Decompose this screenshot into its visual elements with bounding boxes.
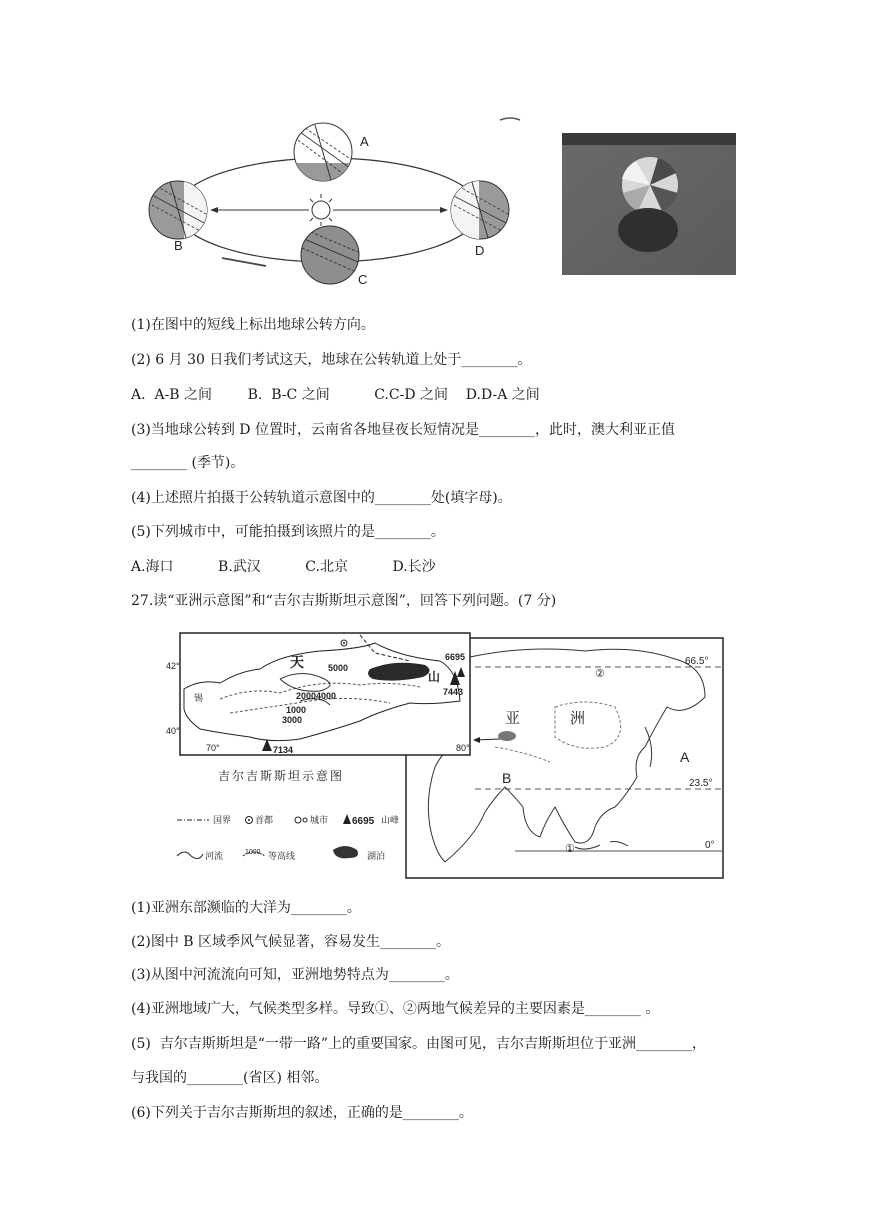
answer-short-line-bottom <box>222 258 266 266</box>
answer-short-line-top <box>500 118 520 120</box>
orbit-diagram <box>140 110 530 295</box>
sun-icon <box>305 194 337 226</box>
peak-7443-label: 7443 <box>443 687 464 697</box>
contour-2000: 2000 <box>296 691 317 701</box>
contour-5000: 5000 <box>328 663 349 673</box>
label-d: D <box>475 243 485 258</box>
label-c: C <box>358 272 368 287</box>
q2-line-2: (2)图中 B 区域季风气候显著，容易发生________。 <box>131 934 451 950</box>
kyrgyz-caption: 吉尔吉斯斯坦示意图 <box>218 769 345 783</box>
map-legend <box>175 808 403 868</box>
q-line-3: A. A-B 之间 B. B-C 之间 C.C-D 之间 D.D-A 之间 <box>131 387 540 403</box>
legend-border: 国界 <box>213 815 232 825</box>
peak-6695-label: 6695 <box>445 652 466 662</box>
q-line-1: (1)在图中的短线上标出地球公转方向。 <box>131 317 375 333</box>
legend-contour: 等高线 <box>268 851 296 861</box>
legend-lake: 湖泊 <box>367 851 386 861</box>
river-label: 锡 <box>194 693 204 703</box>
kyrgyzstan-shape <box>498 731 516 741</box>
contour-4000: 4000 <box>316 691 337 701</box>
legend-peak: 山峰 <box>381 815 400 825</box>
q-line-8: A.海口 B.武汉 C.北京 D.长沙 <box>131 559 436 575</box>
earth-a <box>294 123 354 183</box>
legend-contour-value: 1000 <box>245 849 261 856</box>
earth-b <box>149 180 214 240</box>
label-a: A <box>360 134 369 149</box>
legend-capital: 首都 <box>255 815 274 825</box>
q-line-6: (4)上述照片拍摄于公转轨道示意图中的________处(填字母)。 <box>131 490 512 506</box>
map-char-ya: 亚 <box>505 710 521 727</box>
earth-c <box>301 226 359 284</box>
q-line-9: 27.读“亚洲示意图”和“吉尔吉斯斯坦示意图”，回答下列问题。(7 分) <box>131 593 557 609</box>
q2-line-3: (3)从图中河流流向可知，亚洲地势特点为________。 <box>131 967 459 983</box>
q-line-4: (3)当地球公转到 D 位置时，云南省各地昼夜长短情况是________，此时，澳大利亚正值 <box>131 422 675 438</box>
earth-d <box>451 180 509 240</box>
legend-river: 河流 <box>205 851 224 861</box>
peak-7134-label: 7134 <box>273 745 294 755</box>
map-label-b: B <box>502 770 512 786</box>
q2-line-1: (1)亚洲东部濒临的大洋为________。 <box>131 900 361 916</box>
q-line-5: ________ (季节)。 <box>131 455 245 471</box>
map-label-a: A <box>680 749 690 765</box>
kyrgyz-inset <box>160 631 472 759</box>
map-char-zhou: 洲 <box>570 710 586 727</box>
lat-0-label: 0° <box>705 840 715 851</box>
q2-line-6: 与我国的________(省区) 相邻。 <box>131 1070 329 1086</box>
lat-23-label: 23.5° <box>689 778 713 789</box>
lat-66-label: 66.5° <box>685 656 709 667</box>
q2-line-4: (4)亚洲地域广大，气候类型多样。导致①、②两地气候差异的主要因素是________ 。 <box>131 1001 660 1017</box>
lon-80-label: 80° <box>456 743 470 753</box>
lat-40-label: 40° <box>166 726 180 736</box>
map-circle-1: ① <box>565 843 575 855</box>
q-line-7: (5)下列城市中，可能拍摄到该照片的是________。 <box>131 524 445 540</box>
legend-city: 城市 <box>310 815 329 825</box>
label-b: B <box>174 238 183 253</box>
contour-3000: 3000 <box>282 715 303 725</box>
q2-line-5: (5) 吉尔吉斯斯坦是“一带一路”上的重要国家。由图可见，吉尔吉斯斯坦位于亚洲________， <box>131 1036 707 1052</box>
char-tian: 天 <box>290 654 304 670</box>
contour-1000: 1000 <box>286 705 307 715</box>
lon-70-label: 70° <box>206 743 220 753</box>
legend-peak-value: 6695 <box>352 816 375 827</box>
map-circle-2: ② <box>595 668 605 680</box>
q-line-2: (2) 6 月 30 日我们考试这天，地球在公转轨道上处于________。 <box>131 352 532 368</box>
char-shan: 山 <box>428 670 441 684</box>
lat-42-label: 42° <box>166 661 180 671</box>
globe-photo <box>562 133 736 275</box>
q2-line-7: (6)下列关于吉尔吉斯斯坦的叙述，正确的是________。 <box>131 1105 473 1121</box>
